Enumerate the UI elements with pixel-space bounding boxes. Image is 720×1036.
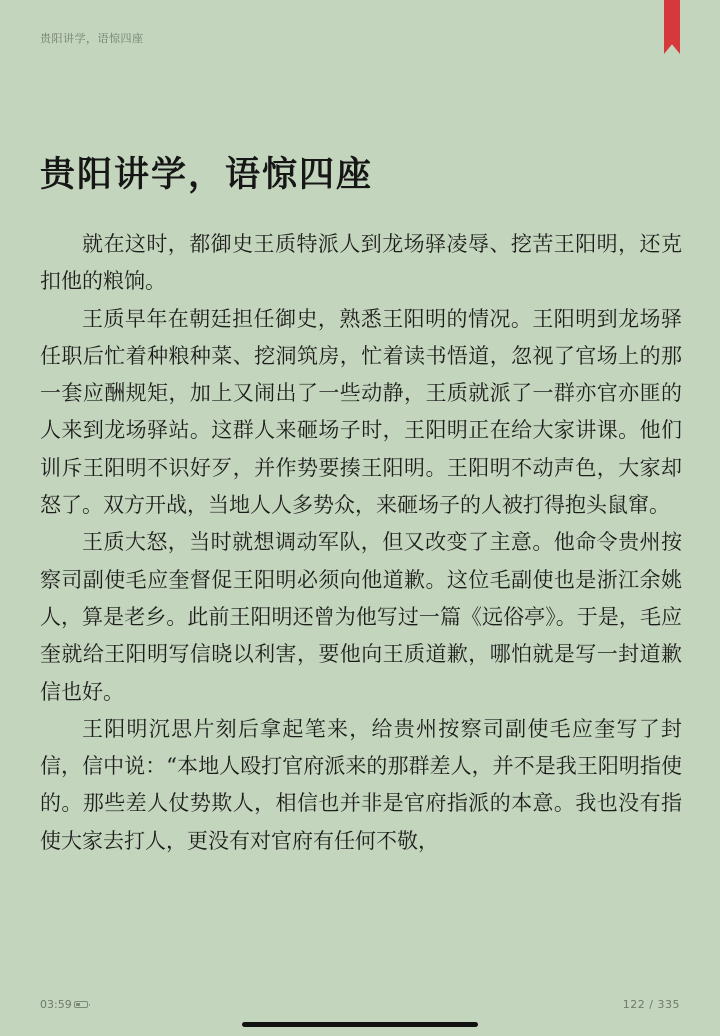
- paragraph: 王质大怒，当时就想调动军队，但又改变了主意。他命令贵州按察司副使毛应奎督促王阳明必须向他道歉。这位毛副使也是浙江余姚人，算是老乡。此前王阳明还曾为他写过一篇《远俗亭》。于是，毛应奎就给王阳明写信晓以利害，要他向王质道歉，哪怕就是写一封道歉信也好。: [40, 530, 682, 704]
- paragraph: 王阳明沉思片刻后拿起笔来，给贵州按察司副使毛应奎写了封信，信中说：“本地人殴打官府派来的那群差人，并不是我王阳明指使的。那些差人仗势欺人，相信也并非是官府指派的本意。我也没有指使大家去打人，更没有对官府有任何不敬，: [40, 716, 682, 853]
- running-header-title: 贵阳讲学，语惊四座: [40, 32, 144, 45]
- chapter-body: [40, 226, 682, 860]
- paragraph: 王质早年在朝廷担任御史，熟悉王阳明的情况。王阳明到龙场驿任职后忙着种粮种菜、挖洞筑房，忙着读书悟道，忽视了官场上的那一套应酬规矩，加上又闹出了一些动静，王质就派了一群亦官亦匪的人来到龙场驿站。这群人来砸场子时，王阳明正在给大家讲课。他们训斥王阳明不识好歹，并作势要揍王阳明。王阳明不动声色，大家却怒了。双方开战，当地人人多势众，来砸场子的人被打得抱头鼠窜。: [40, 306, 682, 518]
- bookmark-ribbon-icon[interactable]: [664, 0, 680, 54]
- paragraph: 就在这时，都御史王质特派人到龙场驿凌辱、挖苦王阳明，还克扣他的粮饷。: [40, 232, 682, 294]
- chapter-heading: 贵阳讲学，语惊四座: [40, 155, 374, 195]
- home-indicator[interactable]: [242, 1022, 478, 1027]
- clock-time: 03:59: [40, 998, 72, 1011]
- battery-icon: [74, 1001, 88, 1008]
- page-indicator: 122 / 335: [622, 998, 680, 1011]
